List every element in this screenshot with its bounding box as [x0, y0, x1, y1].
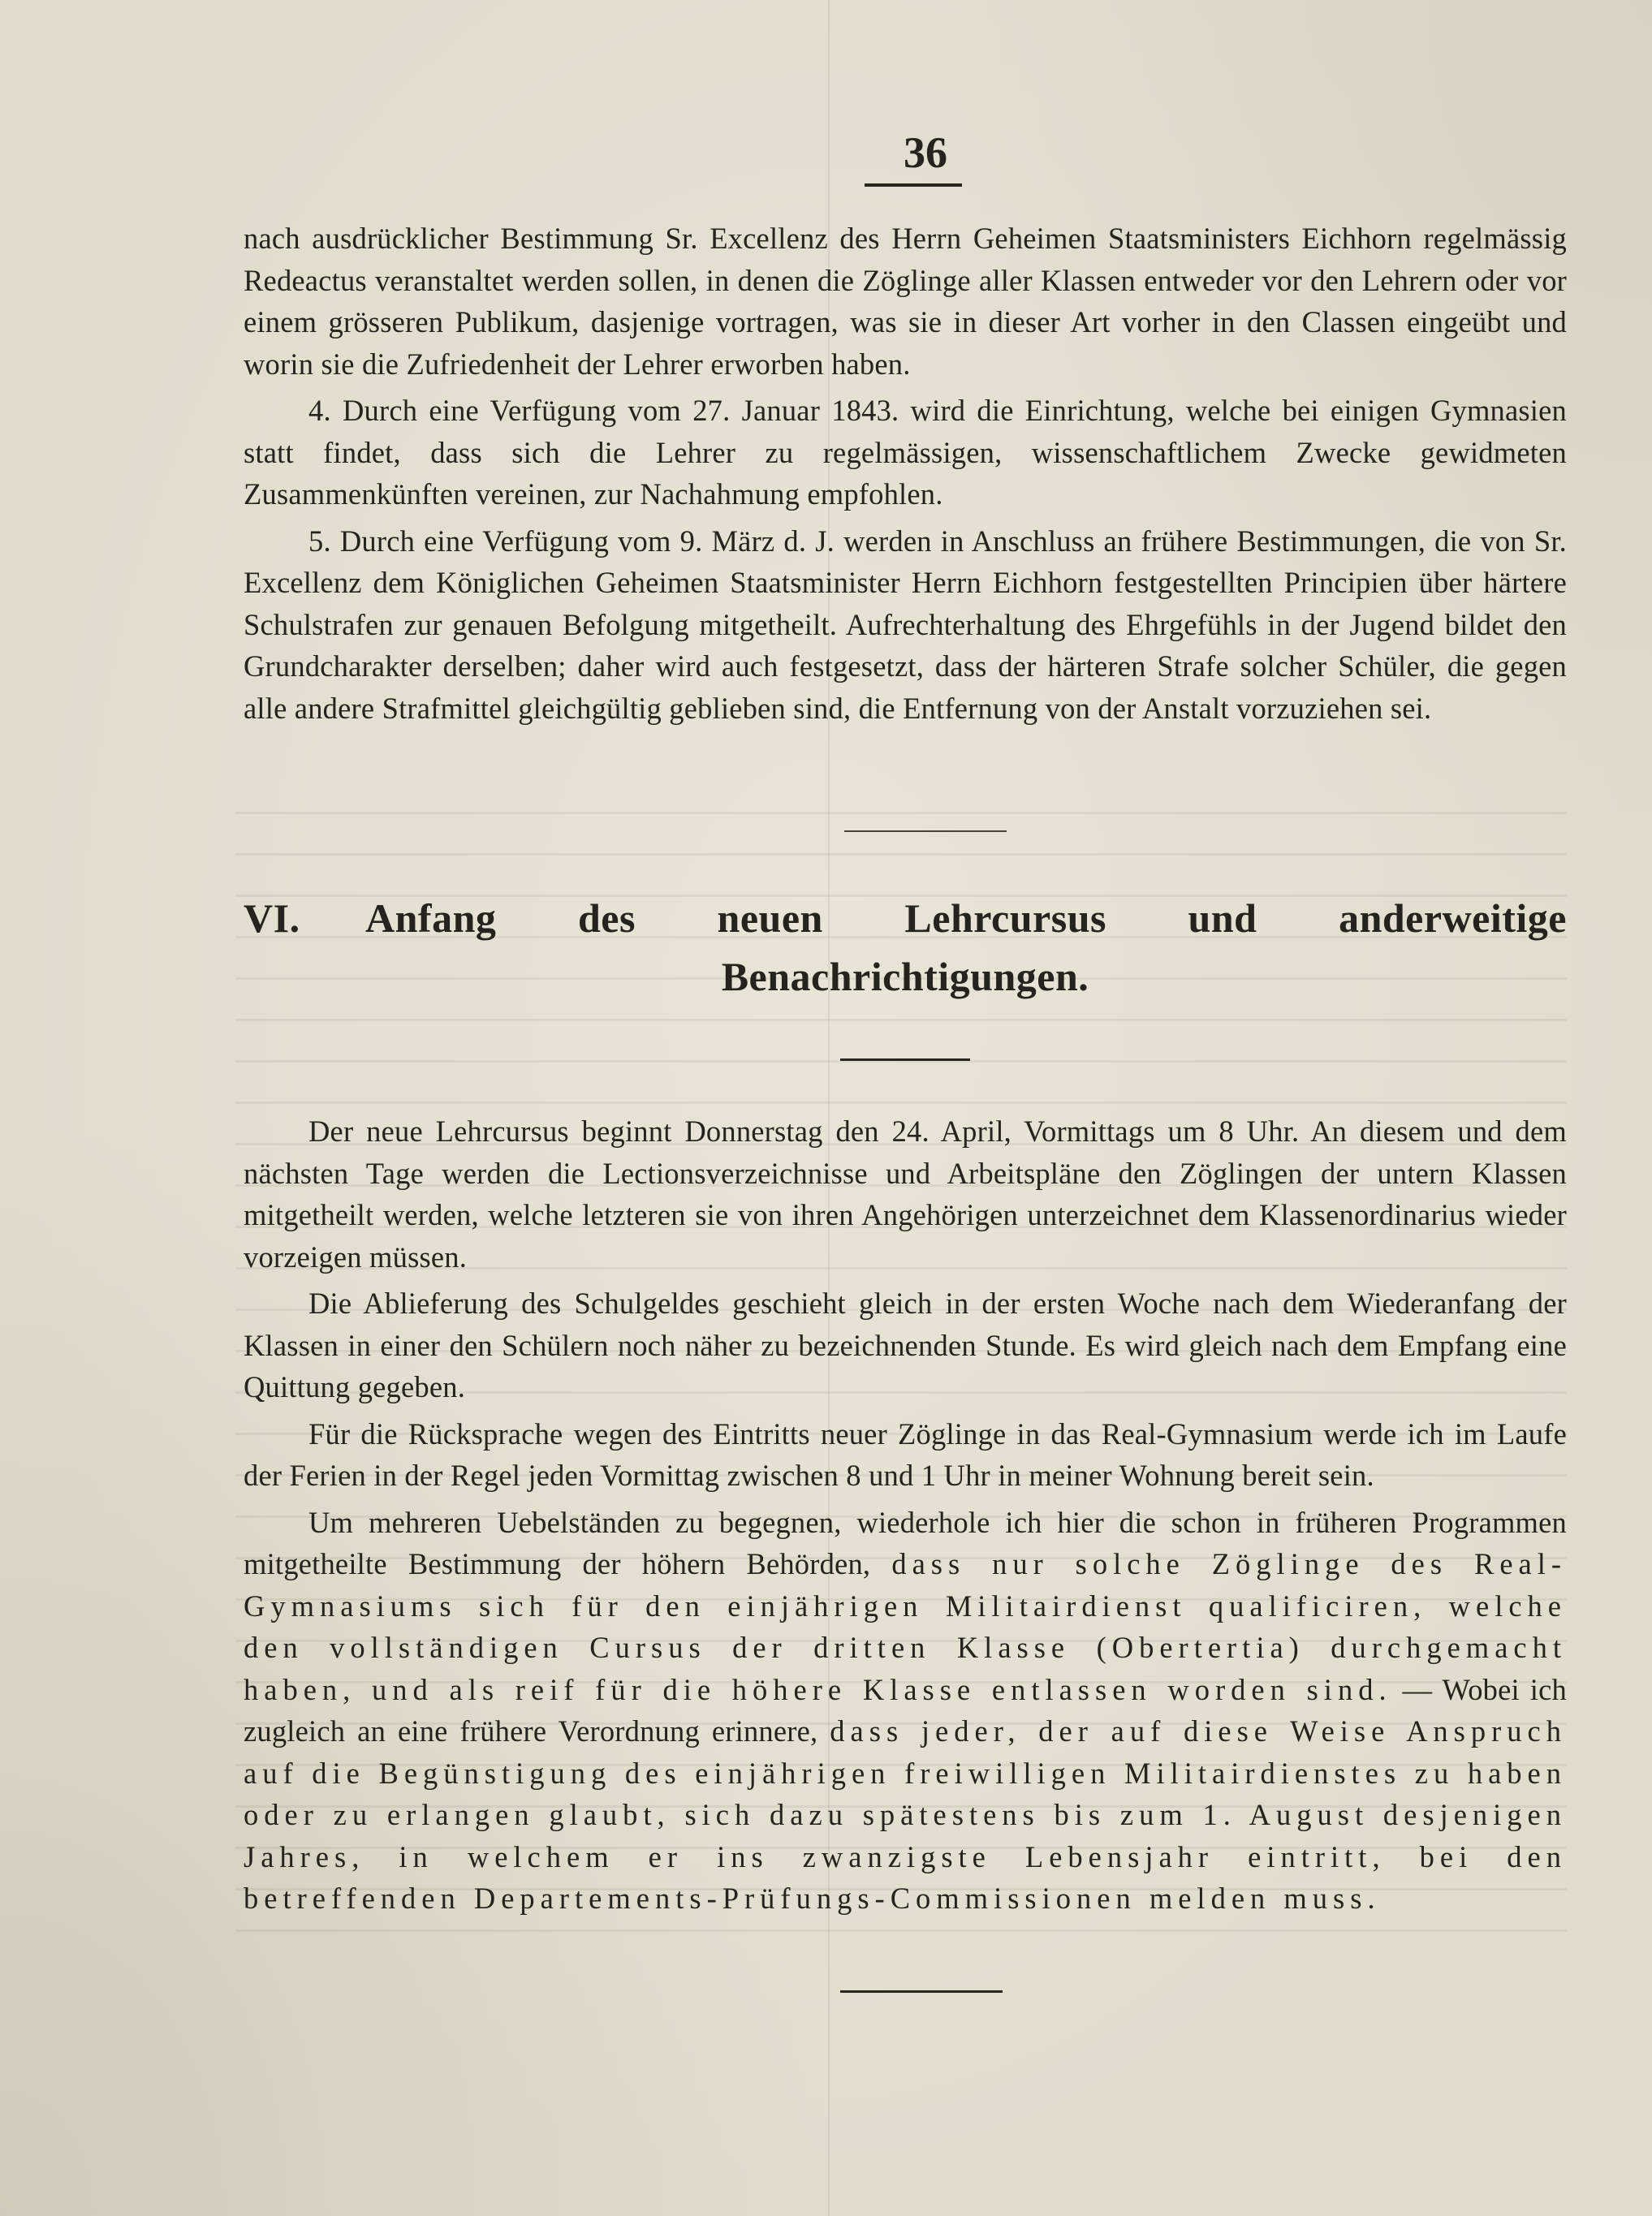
heading-underline-rule [840, 1058, 970, 1061]
section-divider [844, 830, 1007, 832]
section-title-line1: Anfang des neuen Lehrcursus und anderweitige [365, 895, 1567, 941]
paragraph-item-5: 5. Durch eine Verfügung vom 9. März d. J. werden in Anschluss an frühere Bestimmungen, die von Sr. Excellenz dem Königlichen Geheimen Staatsminister Herrn Eichhorn festgestellten Principien über härtere Schulstrafen zur genauen Befolgung mitgetheilt. Aufrechterhaltung des Ehrgefühls in der Jugend bildet den Grundcharakter derselben; daher wird auch festgesetzt, dass der härteren Strafe solcher Schüler, die gegen alle andere Strafmittel gleichgültig geblieben sind, die Entfernung von der Anstalt vorzuziehen sei. [244, 524, 1567, 725]
militairdienst-deadline-spaced: dass jeder, der auf diese Weise Anspruch auf die Begünstigung des einjährigen freiwilligen Militairdienstes zu haben oder zu erlangen glaubt, sich dazu spätestens bis zum 1. August desjenigen Jahres, in welchem er ins zwanzigste Lebensjahr eintritt, bei den betreffenden Departements-Prüfungs-Commissionen melden muss. [244, 1714, 1567, 1915]
paragraph-continuation: nach ausdrücklicher Bestimmung Sr. Excellenz des Herrn Geheimen Staatsministers Eichhorn regelmässig Redeactus veranstaltet werden sollen, in denen die Zöglinge aller Klassen entweder vor den Lehrern oder vor einem grösseren Publikum, dasjenige vortragen, was sie in dieser Art vorher in den Classen eingeübt und worin sie die Zufriedenheit der Lehrer erworben haben. [244, 222, 1567, 381]
end-rule [840, 1990, 1003, 1993]
text-block-lower [244, 1110, 1567, 1920]
page-number-rule [865, 183, 962, 187]
paragraph-militairdienst [244, 1502, 1567, 1920]
section-number: VI. [244, 895, 300, 941]
paragraph-schulgeld: Die Ablieferung des Schulgeldes geschieht gleich in der ersten Woche nach dem Wiederanfang der Klassen in einer den Schülern noch näher zu bezeichnenden Stunde. Es wird gleich nach dem Empfang eine Quittung gegeben. [244, 1287, 1567, 1403]
paragraph-ruecksprache: Für die Rücksprache wegen des Eintritts neuer Zöglinge in das Real-Gymnasium werde ich im Laufe der Ferien in der Regel jeden Vormittag zwischen 8 und 1 Uhr in meiner Wohnung bereit sein. [244, 1416, 1567, 1492]
paragraph-lehrcursus: Der neue Lehrcursus beginnt Donnerstag den 24. April, Vormittags um 8 Uhr. An diesem und dem nächsten Tage werden die Lectionsverzeichnisse und Arbeitspläne den Zöglingen der untern Klassen mitgetheilt werden, welche letzteren sie von ihren Angehörigen unterzeichnet dem Klassenordinarius wieder vorzeigen müssen. [244, 1114, 1567, 1274]
paragraph-item-4: 4. Durch eine Verfügung vom 27. Januar 1843. wird die Einrichtung, welche bei einigen Gymnasien statt findet, dass sich die Lehrer zu regelmässigen, wissenschaftlichem Zwecke gewidmeten Zusammenkünften vereinen, zur Nachahmung empfohlen. [244, 394, 1567, 511]
militairdienst-reminder: — Wobei ich zugleich an eine frühere Verordnung erinnere, [244, 1672, 1567, 1748]
section-heading [244, 889, 1567, 1006]
section-title-line2: Benachrichtigungen. [721, 954, 1089, 999]
militairdienst-rule-spaced: dass nur solche Zöglinge des Real-Gymnasiums sich für den einjährigen Militairdienst qualificiren, welche den vollständigen Cursus der dritten Klasse (Obertertia) durchgemacht haben, und als reif für die höhere Klasse entlassen worden sind. [244, 1547, 1568, 1706]
militairdienst-intro: Um mehreren Uebelständen zu begegnen, wiederhole ich hier die schon in früheren Programmen mitgetheilte Bestimmung der höhern Behörden, [244, 1505, 1567, 1580]
text-block-upper [244, 218, 1567, 729]
section-heading-line1 [244, 889, 1567, 947]
page-number: 36 [904, 128, 947, 177]
